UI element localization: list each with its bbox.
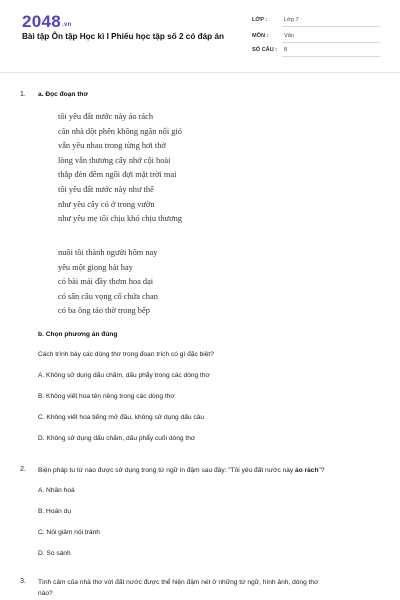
meta-subject-value: Văn [284, 33, 294, 39]
question-1-option-b[interactable]: B. Không viết hoa tên riêng trong các dòng thơ [38, 393, 175, 400]
question-2-option-d[interactable]: D. So sánh [38, 550, 71, 557]
poem-line: nuôi tôi thành người hôm nay [58, 248, 158, 257]
question-1-number: 1. [20, 91, 26, 98]
poem-line: cỏ bài mái đầy thơm hoa dại [58, 277, 154, 287]
poem-line: yêu một giọng hát hay [58, 262, 133, 272]
poem-line: vẫn yêu nhau trong từng hơi thở [58, 141, 166, 151]
meta-divider [282, 42, 380, 43]
question-1-part-a: a. Đọc đoạn thơ [38, 91, 89, 98]
document-title: Bài tập Ôn tập Học kì I Phiếu học tập số 2 có đáp án [22, 32, 224, 41]
question-3-prompt-line: Tình cảm của nhà thơ với đất nước được thể hiện đậm nét ở những từ ngữ, hình ảnh, dòng thơ [38, 579, 319, 586]
meta-count-value: 8 [284, 47, 288, 53]
poem-line: có sân câu vọng cổ chứa chan [58, 291, 158, 301]
logo-tld: .vn [62, 22, 72, 28]
meta-class-label: LỚP : [252, 17, 268, 23]
logo-text: 2048 [22, 12, 62, 31]
meta-count-label: SỐ CÂU : [252, 47, 278, 53]
poem-line: có ba ông táo thờ trong bếp [58, 306, 150, 316]
poem-line: lòng vẫn thương cây nhớ cội hoài [58, 155, 171, 165]
question-1-option-a[interactable]: A. Không sử dụng dấu chấm, dấu phẩy trong các dòng thơ [38, 372, 210, 379]
question-1-option-c[interactable]: C. Không viết hoa tiếng mở đầu, không sử dụng dấu câu [38, 414, 204, 421]
question-2-option-b[interactable]: B. Hoán dụ [38, 508, 71, 515]
meta-divider [282, 56, 380, 57]
poem-stanza-1 [58, 110, 182, 227]
question-1-prompt: Cách trình bày các dòng thơ trong đoạn trích có gì đặc biệt? [38, 351, 214, 358]
question-2-prompt-end: "? [318, 467, 325, 474]
question-2-option-c[interactable]: C. Nói giảm nói tránh [38, 529, 100, 536]
poem-line: như yêu cây cỏ ở trong vườn [58, 199, 155, 209]
question-2-number: 2. [20, 466, 26, 473]
poem-line: thắp đèn đêm ngồi đợi mặt trời mai [58, 170, 177, 180]
question-2-prompt [38, 466, 384, 477]
poem-line: tôi yêu đất nước này như thế [58, 184, 154, 194]
poem-line: tôi yêu đất nước này áo rách [58, 112, 154, 121]
question-3-prompt [38, 578, 384, 599]
poem-line: căn nhà dột phên không ngăn nổi gió [58, 126, 182, 136]
page-header [0, 0, 400, 72]
meta-subject-label: MÔN : [252, 33, 269, 39]
question-2-bold-phrase: áo rách [295, 467, 319, 474]
question-2-prompt-text: Biện pháp tu từ nào được sử dụng trong từ ngữ in đậm sau đây: "Tôi yêu đất nước này [38, 467, 296, 474]
poem-stanza-2 [58, 246, 158, 319]
question-3-prompt-line: nào? [38, 589, 53, 597]
meta-class-value: Lớp 7 [284, 17, 299, 23]
question-2-option-a[interactable]: A. Nhân hoá [38, 487, 75, 494]
question-1-option-d[interactable]: D. Không sử dụng dấu chấm, dấu phẩy cuối dòng thơ [38, 435, 196, 442]
question-1-part-b: b. Chọn phương án đúng [38, 331, 118, 338]
site-logo[interactable] [22, 12, 72, 32]
question-3-number: 3. [20, 578, 26, 585]
poem-line: như yêu mẹ tôi chịu khó chịu thương [58, 214, 182, 224]
meta-divider [282, 26, 380, 27]
header-divider [0, 72, 400, 73]
